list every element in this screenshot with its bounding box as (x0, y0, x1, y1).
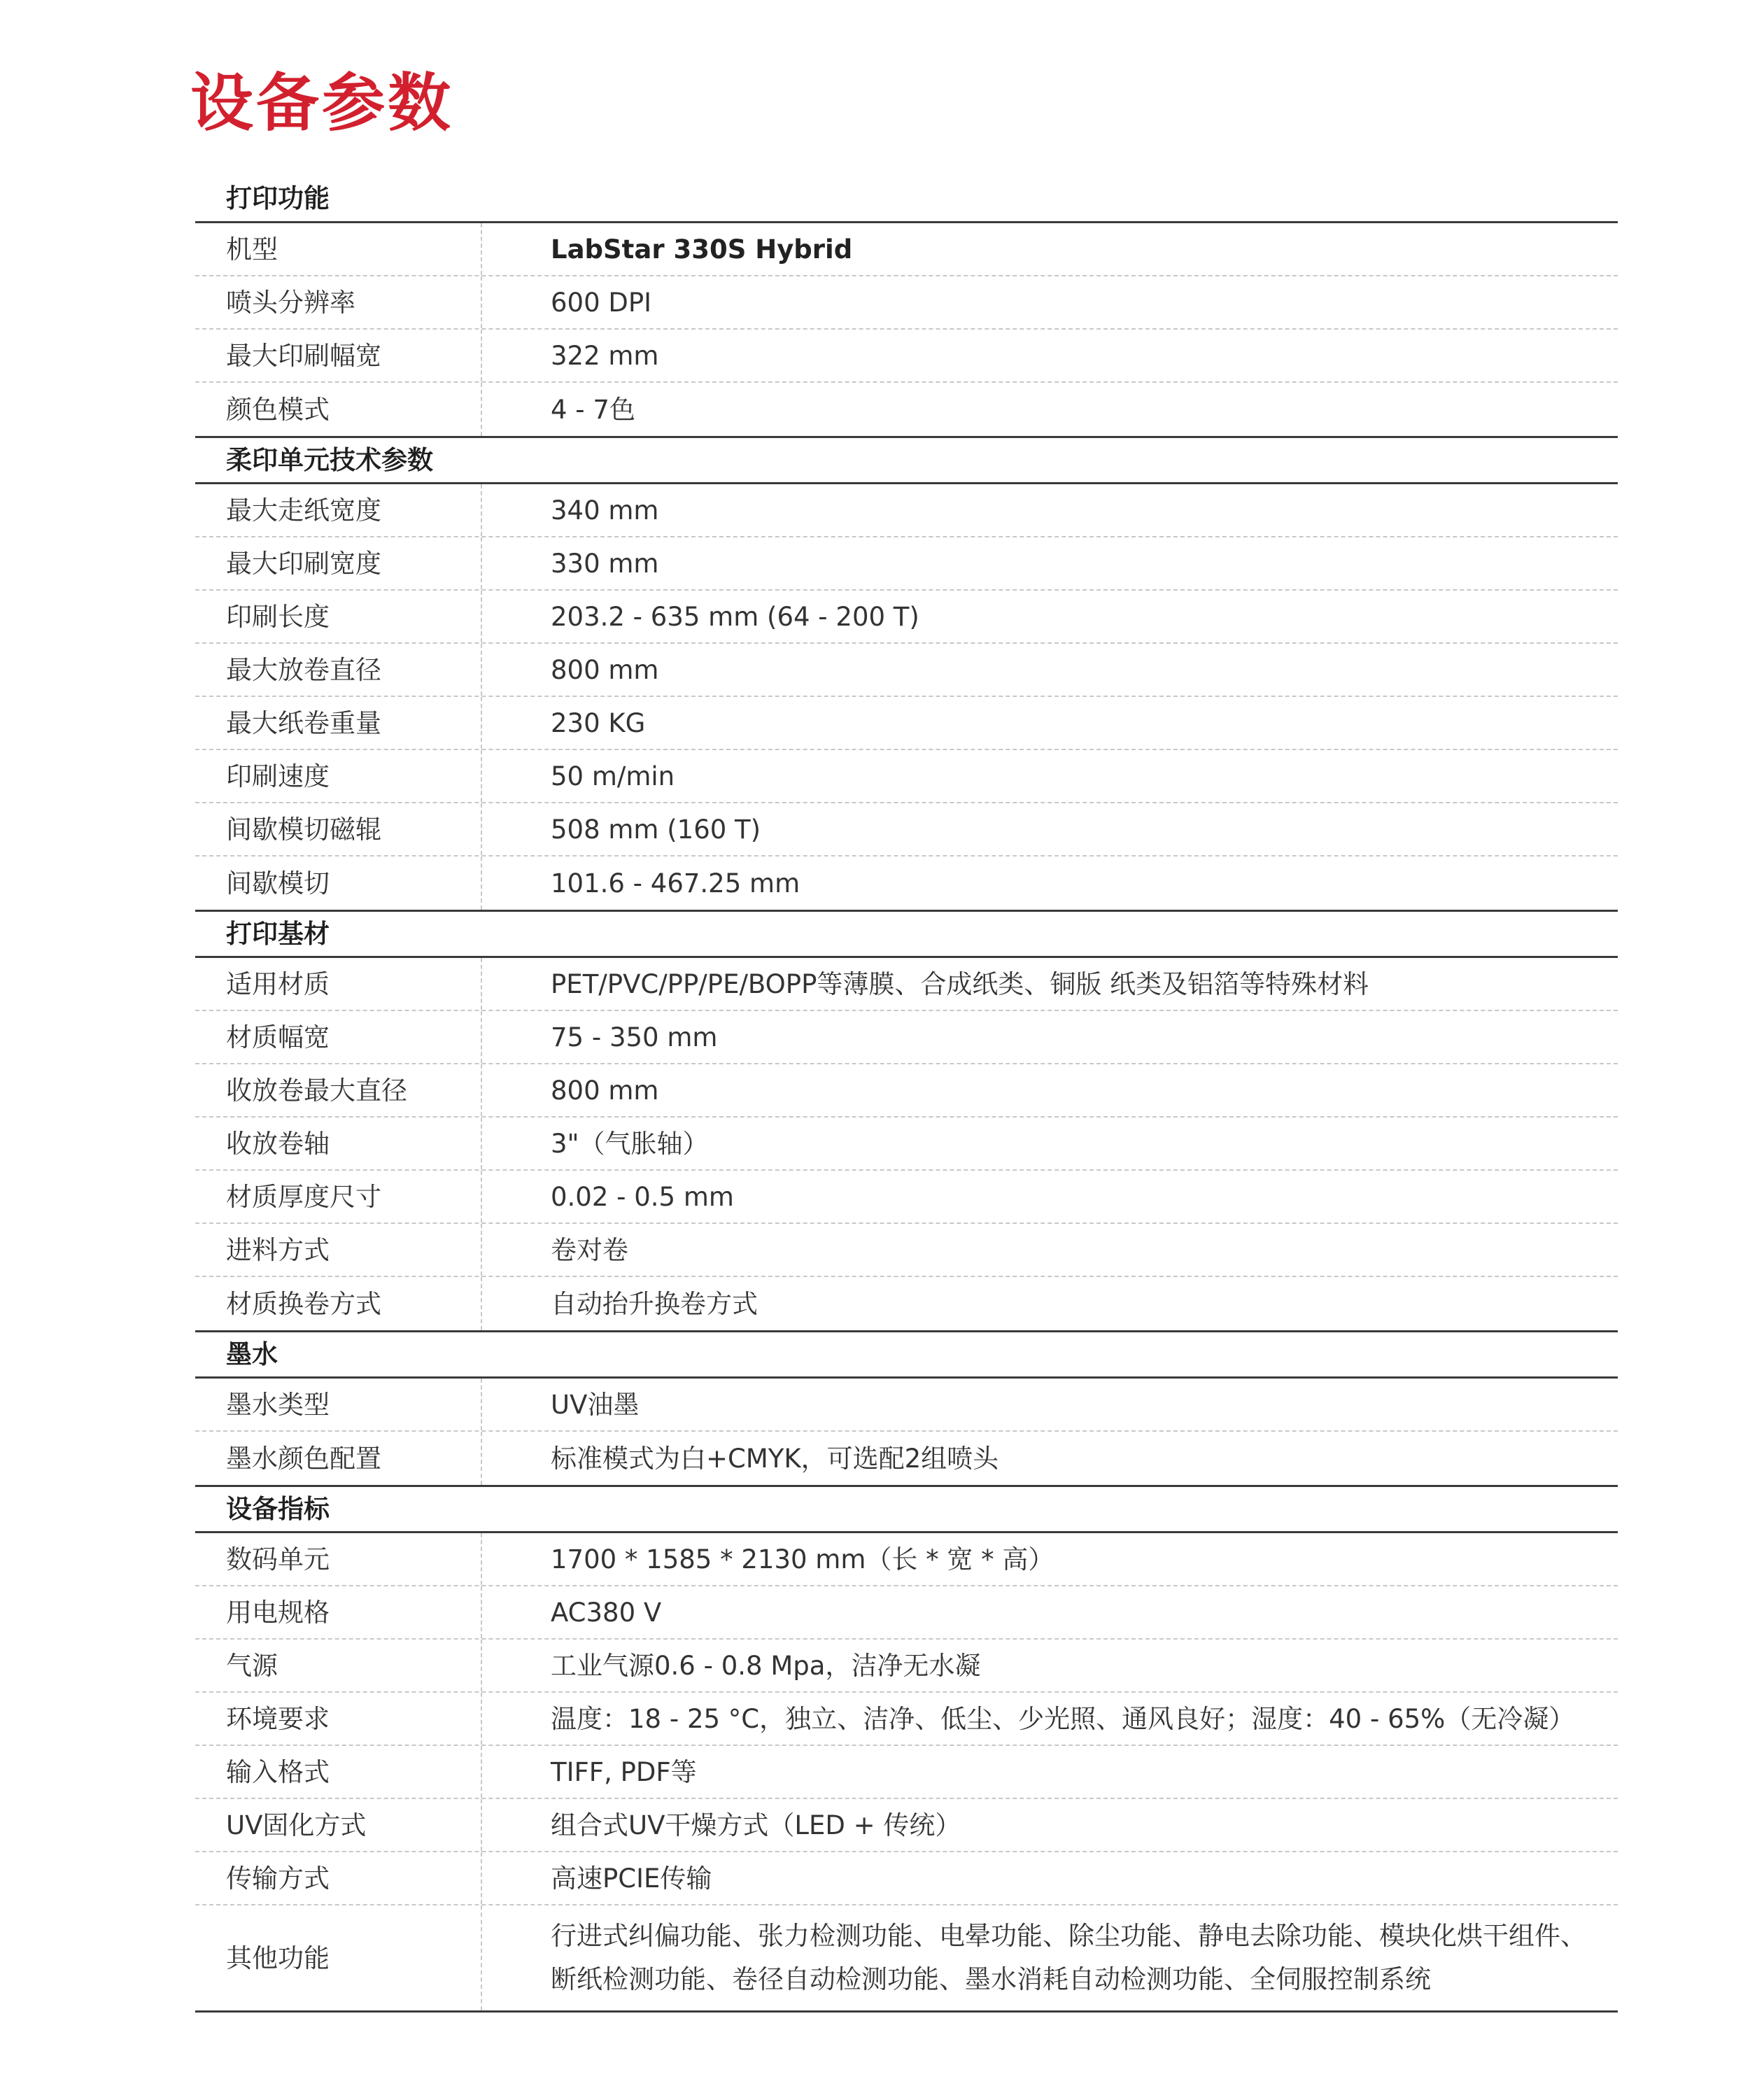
spec-row (195, 1640, 1618, 1693)
section-header (195, 1330, 1618, 1379)
spec-value: 600 DPI (551, 287, 652, 318)
spec-row (195, 1118, 1618, 1171)
spec-label: 印刷速度 (195, 750, 482, 802)
section-title: 设备指标 (226, 1494, 330, 1524)
spec-value: 0.02 - 0.5 mm (551, 1181, 734, 1212)
spec-row (195, 1011, 1618, 1064)
spec-value: 800 mm (551, 1075, 659, 1106)
section-print-function (195, 175, 1618, 436)
spec-value: PET/PVC/PP/PE/BOPP等薄膜、合成纸类、铜版 纸类及铝箔等特殊材料 (551, 968, 1369, 999)
spec-value: LabStar 330S Hybrid (551, 234, 853, 265)
spec-value: 50 m/min (551, 761, 675, 791)
section-header (195, 910, 1618, 958)
spec-value: 322 mm (551, 340, 659, 371)
spec-value: 508 mm (160 T) (551, 814, 761, 845)
spec-value: 800 mm (551, 654, 659, 685)
spec-label: 输入格式 (195, 1746, 482, 1798)
spec-value: 温度：18 - 25 °C，独立、洁净、低尘、少光照、通风良好；湿度：40 - 65%（无冷凝） (551, 1703, 1575, 1734)
spec-label: 最大走纸宽度 (195, 484, 482, 536)
spec-row (195, 1533, 1618, 1586)
spec-label: 材质幅宽 (195, 1011, 482, 1063)
spec-row (195, 1432, 1618, 1485)
spec-value: 3"（气胀轴） (551, 1128, 709, 1159)
spec-row (195, 1379, 1618, 1432)
spec-label: 其他功能 (195, 1905, 482, 2010)
section-title: 墨水 (226, 1339, 278, 1369)
spec-row (195, 591, 1618, 644)
spec-label: 用电规格 (195, 1586, 482, 1638)
spec-label: 机型 (195, 223, 482, 275)
section-ink (195, 1330, 1618, 1485)
spec-row (195, 857, 1618, 910)
spec-row (195, 537, 1618, 591)
spec-value: 行进式纠偏功能、张力检测功能、电晕功能、除尘功能、静电去除功能、模块化烘干组件、断纸检测功能、卷径自动检测功能、墨水消耗自动检测功能、全伺服控制系统 (551, 1921, 1586, 1994)
spec-label: 墨水颜色配置 (195, 1432, 482, 1485)
spec-label: 收放卷轴 (195, 1118, 482, 1169)
spec-value: 组合式UV干燥方式（LED + 传统） (551, 1810, 961, 1840)
spec-row (195, 1171, 1618, 1224)
section-header (195, 175, 1618, 223)
section-equipment-specs (195, 1485, 1618, 2013)
spec-row (195, 644, 1618, 697)
spec-value: AC380 V (551, 1597, 662, 1628)
section-title: 打印基材 (226, 919, 330, 949)
spec-row (195, 223, 1618, 276)
spec-row (195, 803, 1618, 857)
spec-row (195, 1224, 1618, 1277)
spec-row (195, 1064, 1618, 1118)
section-flexo-unit (195, 436, 1618, 910)
spec-value: 203.2 - 635 mm (64 - 200 T) (551, 601, 919, 632)
spec-row (195, 1586, 1618, 1640)
spec-row (195, 1852, 1618, 1905)
spec-row (195, 750, 1618, 803)
spec-label: 最大放卷直径 (195, 644, 482, 696)
section-print-substrate (195, 910, 1618, 1330)
spec-row (195, 1799, 1618, 1852)
spec-label: 最大纸卷重量 (195, 697, 482, 749)
spec-label: 最大印刷幅宽 (195, 330, 482, 381)
spec-value: 卷对卷 (551, 1234, 628, 1265)
spec-row (195, 1277, 1618, 1330)
spec-row (195, 276, 1618, 330)
spec-value: 工业气源0.6 - 0.8 Mpa，洁净无水凝 (551, 1650, 981, 1681)
spec-label: 适用材质 (195, 958, 482, 1010)
spec-row (195, 1693, 1618, 1746)
section-title: 打印功能 (226, 183, 330, 213)
spec-value: 高速PCIE传输 (551, 1863, 712, 1894)
spec-label: 颜色模式 (195, 383, 482, 436)
spec-label: 气源 (195, 1640, 482, 1691)
page-title: 设备参数 (190, 66, 453, 140)
spec-row (195, 1905, 1618, 2010)
section-title: 柔印单元技术参数 (226, 445, 433, 475)
spec-label: 收放卷最大直径 (195, 1064, 482, 1116)
spec-row (195, 484, 1618, 537)
spec-row (195, 330, 1618, 383)
section-header (195, 1485, 1618, 1533)
section-header (195, 436, 1618, 484)
spec-label: 墨水类型 (195, 1379, 482, 1430)
spec-row (195, 1746, 1618, 1799)
spec-value: 330 mm (551, 548, 659, 579)
spec-label: UV固化方式 (195, 1799, 482, 1851)
spec-table (195, 175, 1618, 2013)
spec-label: 间歇模切磁辊 (195, 803, 482, 855)
spec-value: 4 - 7色 (551, 394, 635, 425)
spec-label: 最大印刷宽度 (195, 537, 482, 589)
spec-label: 材质厚度尺寸 (195, 1171, 482, 1222)
spec-label: 环境要求 (195, 1693, 482, 1745)
spec-value: 自动抬升换卷方式 (551, 1288, 758, 1319)
spec-label: 间歇模切 (195, 857, 482, 910)
spec-value: UV油墨 (551, 1389, 640, 1420)
spec-label: 印刷长度 (195, 591, 482, 642)
spec-value: 75 - 350 mm (551, 1022, 718, 1052)
spec-value: 标准模式为白+CMYK，可选配2组喷头 (551, 1443, 999, 1474)
spec-row (195, 697, 1618, 750)
spec-label: 材质换卷方式 (195, 1277, 482, 1330)
spec-label: 数码单元 (195, 1533, 482, 1585)
spec-label: 传输方式 (195, 1852, 482, 1904)
spec-value: 230 KG (551, 707, 646, 738)
spec-label: 进料方式 (195, 1224, 482, 1276)
spec-row (195, 958, 1618, 1011)
spec-value: 340 mm (551, 495, 659, 526)
spec-value: 1700 * 1585 * 2130 mm（长 * 宽 * 高） (551, 1544, 1054, 1574)
spec-label: 喷头分辨率 (195, 276, 482, 328)
spec-value: TIFF, PDF等 (551, 1756, 697, 1787)
spec-value: 101.6 - 467.25 mm (551, 868, 800, 899)
spec-row (195, 383, 1618, 436)
